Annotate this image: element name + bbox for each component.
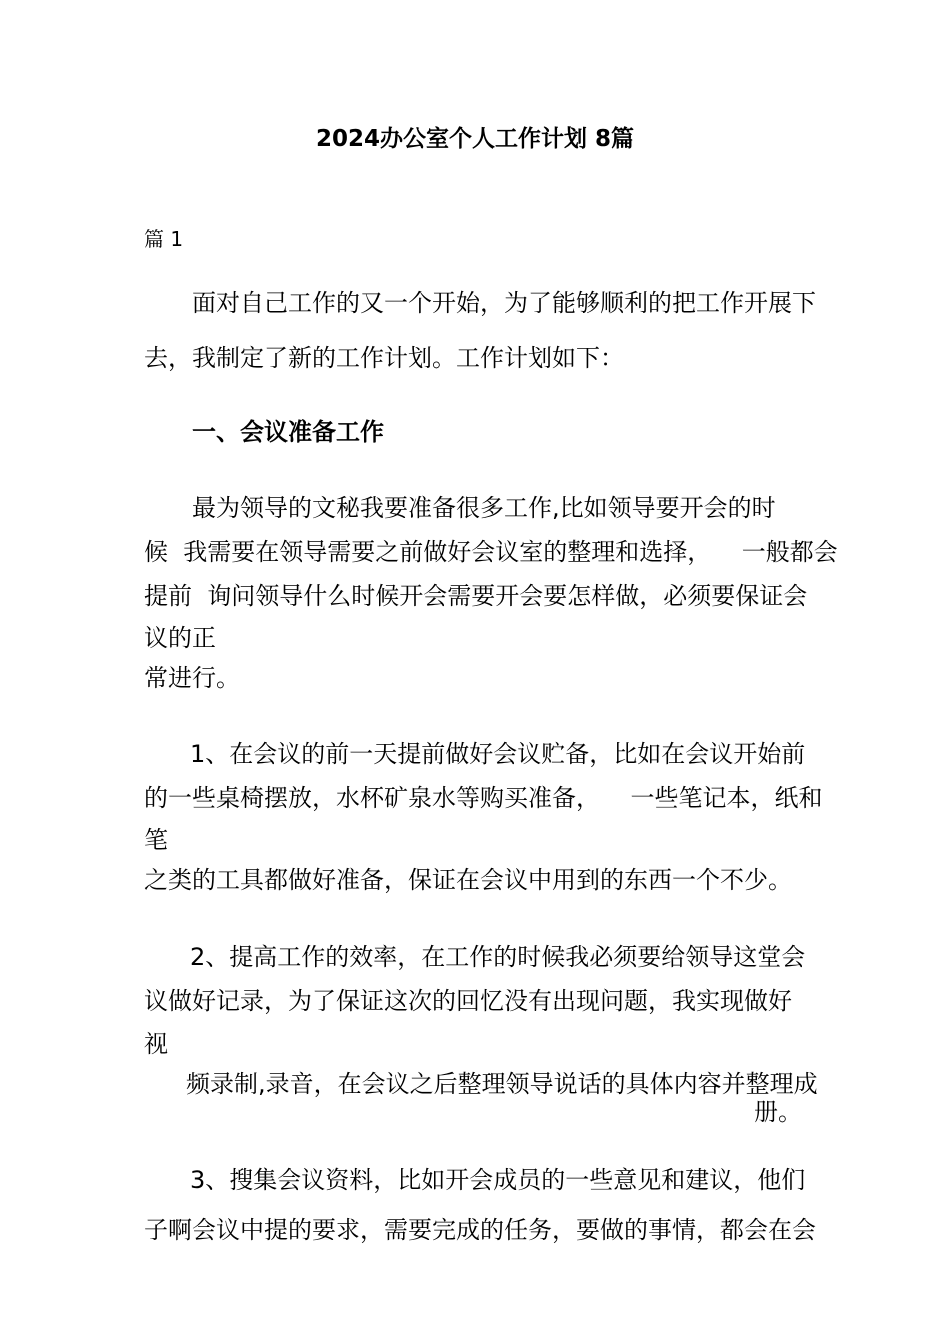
paragraph-line: 1、在会议的前一天提前做好会议贮备，比如在会议开始前 bbox=[190, 740, 806, 768]
paragraph-line: 议做好记录，为了保证这次的回忆没有出现问题，我实现做好 bbox=[144, 987, 792, 1015]
paragraph-line: 议的正 bbox=[144, 624, 216, 652]
paragraph-line: 视 bbox=[144, 1030, 168, 1058]
intro-line-1: 面对自己工作的又一个开始，为了能够顺利的把工作开展下 bbox=[192, 289, 816, 317]
document-title: 2024办公室个人工作计划 8篇 bbox=[315, 126, 635, 152]
paragraph-line: 2、提高工作的效率，在工作的时候我必须要给领导这堂会 bbox=[190, 943, 806, 971]
paragraph-line: 子啊会议中提的要求，需要完成的任务，要做的事情，都会在会 bbox=[144, 1216, 816, 1244]
intro-line-2: 去，我制定了新的工作计划。工作计划如下： bbox=[144, 344, 624, 372]
paragraph-line: 之类的工具都做好准备，保证在会议中用到的东西一个不少。 bbox=[144, 866, 792, 894]
paragraph-line: 3、搜集会议资料，比如开会成员的一些意见和建议，他们 bbox=[190, 1166, 806, 1194]
paragraph-line: 最为领导的文秘我要准备很多工作,比如领导要开会的时 bbox=[192, 494, 776, 522]
paragraph-line: 频录制,录音，在会议之后整理领导说话的具体内容并整理成 bbox=[186, 1070, 818, 1098]
section-label: 篇 1 bbox=[144, 227, 184, 251]
paragraph-line: 的一些桌椅摆放，水杯矿泉水等购买准备， 一些笔记本，纸和 bbox=[144, 784, 823, 812]
section-heading: 一、会议准备工作 bbox=[192, 418, 384, 446]
paragraph-line: 候 我需要在领导需要之前做好会议室的整理和选择， 一般都会 bbox=[144, 538, 838, 566]
paragraph-line: 笔 bbox=[144, 826, 168, 854]
paragraph-line: 常进行。 bbox=[144, 664, 240, 692]
paragraph-line: 提前 询问领导什么时候开会需要开会要怎样做，必须要保证会 bbox=[144, 582, 808, 610]
paragraph-line: 册。 bbox=[754, 1098, 802, 1126]
